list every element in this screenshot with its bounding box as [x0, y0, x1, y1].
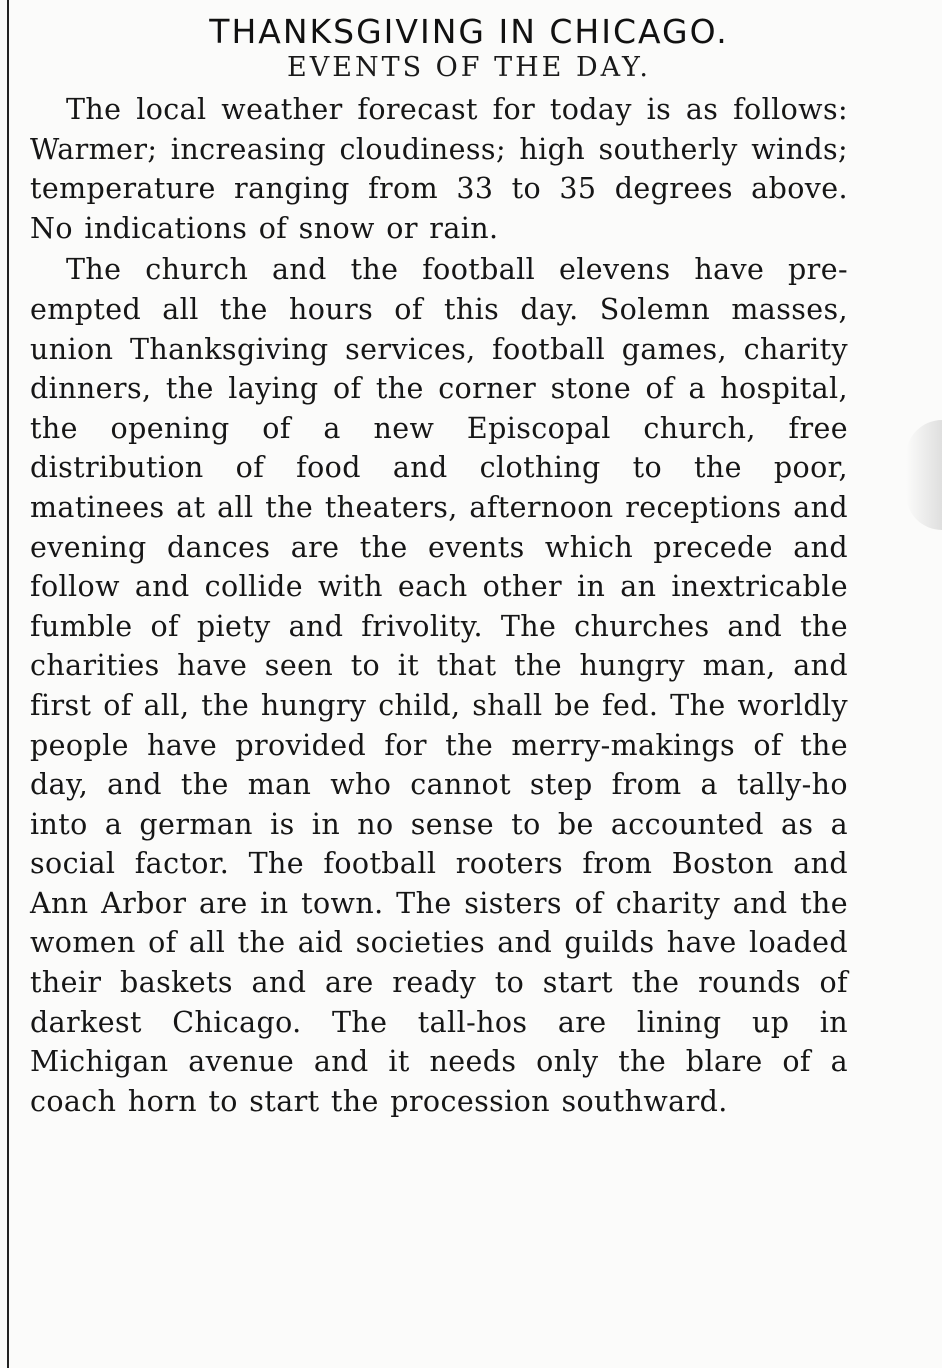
article-paragraph-weather: The local weather forecast for today is as follows: Warmer; increasing cloudiness; high southerly winds; temperature ranging from 33 to 35 degrees above. No indications of snow or rain. [30, 93, 848, 245]
article-paragraph-events: The church and the football elevens have pre-empted all the hours of this day. Solemn masses, union Thanksgiving services, football games, charity dinners, the laying of the corner stone of a hospital, the opening of a new Episcopal church, free distribution of food and clothing to the poor, matinees at all the theaters, afternoon receptions and evening dances are the events which precede and follow and collide with each other in an inextricable fumble of piety and frivolity. The churches and the charities have seen to it that the hungry man, and first of all, the hungry child, shall be fed. The worldly people have provided for the merry-makings of the day, and the man who cannot step from a tally-ho into a german is in no sense to be accounted as a social factor. The football rooters from Boston and Ann Arbor are in town. The sisters of charity and the women of all the aid societies and guilds have loaded their baskets and are ready to start the rounds of darkest Chicago. The tall-hos are lining up in Michigan avenue and it needs only the blare of a coach horn to start the procession southward. [30, 253, 848, 1118]
article-headline: THANKSGIVING IN CHICAGO. [209, 12, 729, 51]
article-subhead: EVENTS OF THE DAY. [287, 52, 651, 83]
article-column [30, 12, 848, 1121]
column-rule [7, 0, 9, 1368]
page-edge-shadow [906, 420, 942, 530]
